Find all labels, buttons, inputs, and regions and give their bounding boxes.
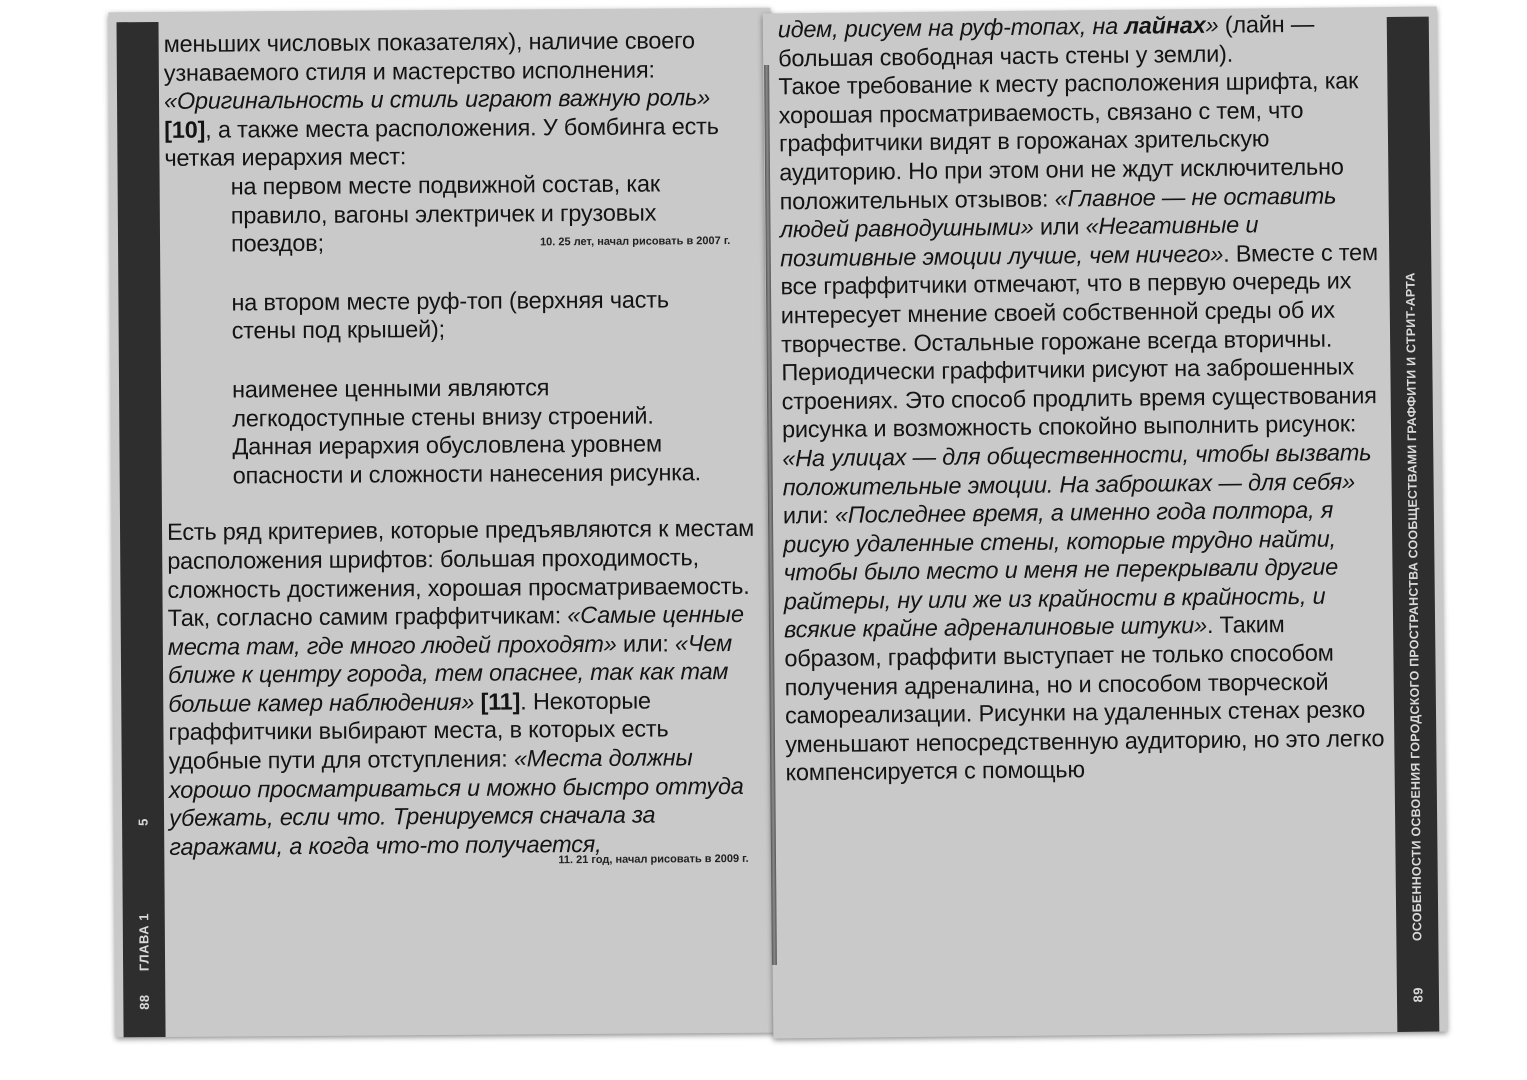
text-run: или: xyxy=(782,501,836,529)
reference-11: [11] xyxy=(480,688,521,715)
text-run: . Вместе с тем все граффитчики отмечают, что в первую очередь их интересует мнение своей собственной среды об их творчестве. Остальные горожане всегда вторичны. Периодически граффитчики рисуют на заброшенных строениях. Это способ продлить время существования рисунка и возможность спокойно выполнить рисунок: xyxy=(780,238,1379,443)
text-run: меньших числовых показателях), наличие своего узнаваемого стиля и мастерство исполнения: xyxy=(163,27,695,86)
text-run: Есть ряд критериев, которые предъявляются к местам расположения шрифтов: большая проходимость, сложность достижения, хорошая просматриваемость. Так, согласно самим граффитчикам: xyxy=(166,515,755,632)
right-body-text xyxy=(778,9,1386,787)
paragraph xyxy=(167,514,759,861)
quote: идем, рисуем на руф-топах, на xyxy=(777,12,1125,43)
reference-10: [10] xyxy=(164,116,206,143)
right-page-number: 89 xyxy=(1410,986,1426,1003)
paragraph xyxy=(164,26,755,173)
quote: «На улицах — для общественности, чтобы вызвать положительные эмоции. На заброшках — для себя» xyxy=(782,439,1372,500)
text-run: , а также места расположения. У бомбинга есть четкая иерархия мест: xyxy=(164,112,719,172)
left-page xyxy=(108,8,777,1038)
text-run: (лайн — большая свободная часть стены у земли). xyxy=(777,10,1315,71)
margin-mark: 5 xyxy=(135,818,151,827)
quote: «Самые ценные места там, где много людей проходят» xyxy=(167,600,744,660)
right-page xyxy=(763,6,1448,1038)
quote: «Негативные и позитивные эмоции лучше, чем ничего» xyxy=(780,211,1259,272)
footnote-10: 10. 25 лет, начал рисовать в 2007 г. xyxy=(540,234,731,249)
footnote-11: 11. 21 год, начал рисовать в 2009 г. xyxy=(558,852,749,867)
text-run: . Некоторые граффитчики выбирают места, в которых есть удобные пути для отступления: xyxy=(168,687,669,774)
quote: «Главное — не оставить людей равнодушными» xyxy=(779,182,1337,243)
running-title: ОСОБЕННОСТИ ОСВОЕНИЯ ГОРОДСКОГО ПРОСТРАНСТВА СООБЩЕСТВАМИ ГРАФФИТИ И СТРИТ-АРТА xyxy=(1403,272,1425,942)
quote-close: » xyxy=(1205,11,1219,38)
quote: «Оригинальность и стиль играют важную роль» xyxy=(163,84,711,115)
quote: «Последнее время, а именно года полтора, я рисую удаленные стены, которые трудно найти, чтобы было место и меня не перекрывали другие райтеры, ну или же из крайности в крайность, и всякие крайне адреналиновые штуки» xyxy=(783,496,1339,643)
left-body-text xyxy=(164,26,760,862)
chapter-label: ГЛАВА 1 xyxy=(136,913,152,972)
text-run: . Таким образом, граффити выступает не только способом получения адреналина, но и способом творческой самореализации. Рисунки на удаленных стенах резко уменьшают непосредственную аудиторию, но это легко компенсируется с помощью xyxy=(784,611,1385,786)
paragraph xyxy=(778,66,1385,787)
list-item: на первом месте подвижной состав, как правило, вагоны электричек и грузовых поездов; xyxy=(230,170,660,257)
text-run: или: xyxy=(616,630,676,657)
left-page-number: 88 xyxy=(136,994,152,1010)
quote-emphasis: лайнах xyxy=(1124,11,1206,39)
book-spread xyxy=(112,10,1442,1035)
quote: «Чем ближе к центру города, тем опаснее, так как там больше камер наблюдения» xyxy=(167,629,733,717)
quote: «Места должны хорошо просматриваться и можно быстро оттуда убежать, если что. Тренируемся сначала за гаражами, а когда что-то получается, xyxy=(168,744,744,860)
list-item: наименее ценными являются легкодоступные стены внизу строений. Данная иерархия обусловлена уровнем опасности и сложности нанесения рисунка. xyxy=(231,374,702,489)
text-run: Такое требование к месту расположения шрифта, как хорошая просматриваемость, связано с тем, что граффитчики видят в горожанах зрительскую аудиторию. Но при этом они не ждут исключительно положительных отзывов: xyxy=(778,67,1359,214)
list-item: на втором месте руф-топ (верхняя часть стены под крышей); xyxy=(231,286,669,344)
right-side-strip xyxy=(1387,17,1440,1032)
left-side-strip xyxy=(116,22,165,1037)
paragraph xyxy=(778,9,1379,72)
text-run: или xyxy=(1033,213,1086,240)
hierarchy-list xyxy=(231,169,757,490)
